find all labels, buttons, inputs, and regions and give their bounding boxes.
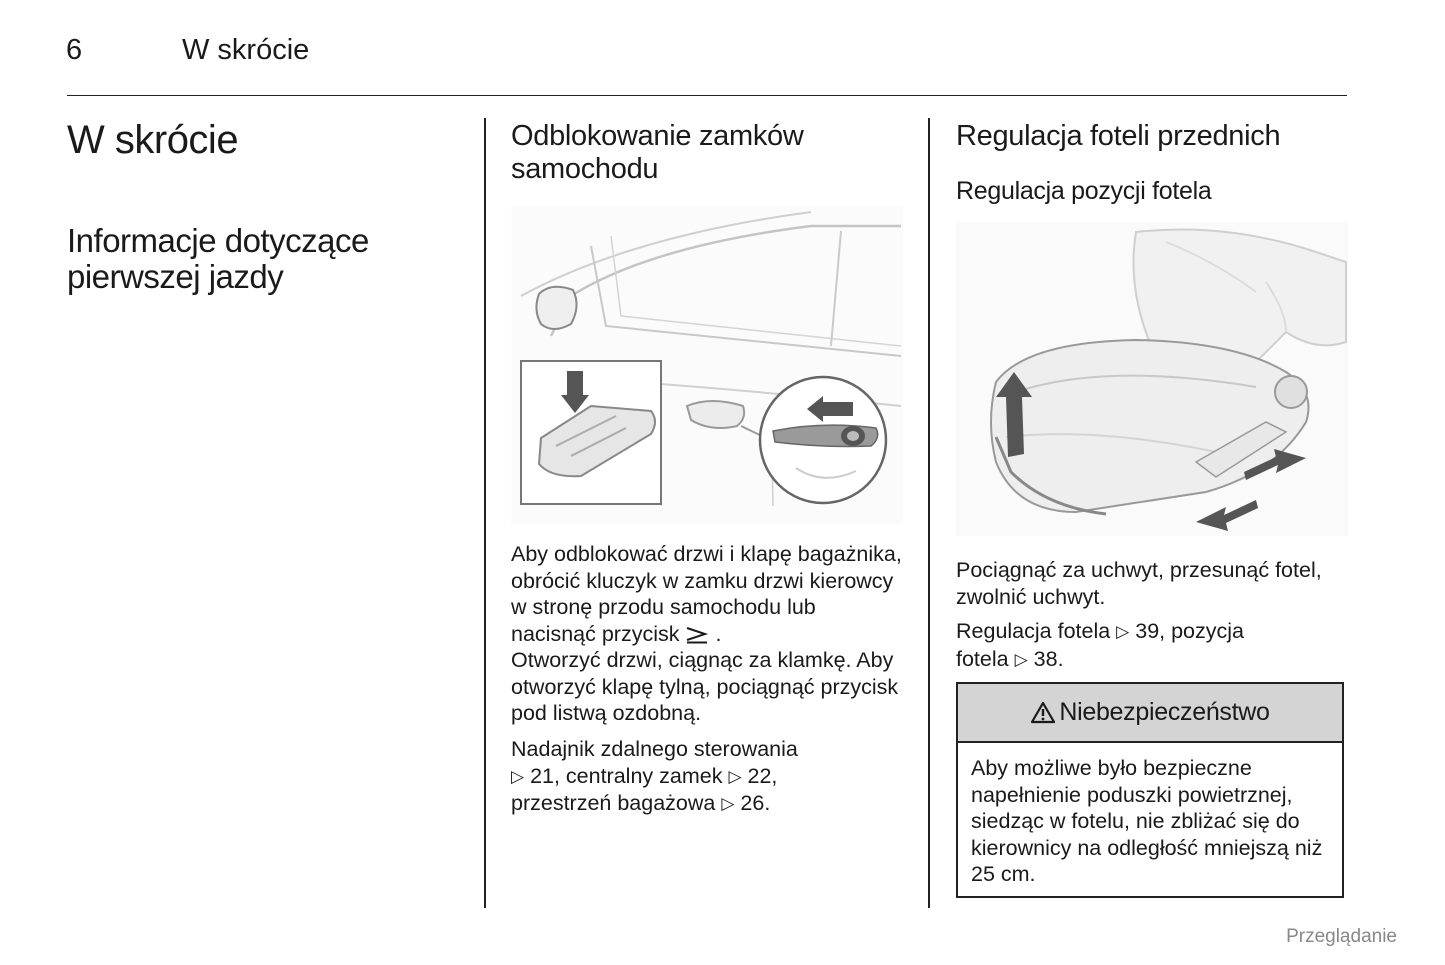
danger-header <box>958 684 1342 743</box>
ref-central-lock-link[interactable]: 22, <box>747 763 778 788</box>
unlock-paragraph: Aby odblokować drzwi i klapę bagażnika, obrócić kluczyk w zamku drzwi kierowcy w stronę przodu samochodu lub nacisnąć przycisk . Otworzyć drzwi, ciągnąc za klamkę. Aby otworzyć klapę tylną, pociągnąć przycisk pod listwą ozdobną. <box>511 542 902 725</box>
unlock-references <box>511 736 906 818</box>
ref-luggage-link[interactable]: 26. <box>740 791 771 815</box>
header-rule <box>67 95 1347 96</box>
ref-seat-position-link[interactable]: 38. <box>1033 646 1064 671</box>
seat-references <box>956 618 1346 673</box>
ref-remote-label: Nadajnik zdalnego sterowania <box>511 737 798 761</box>
running-title: W skrócie <box>182 34 310 66</box>
ref-arrow-icon: ▷ <box>1014 649 1028 669</box>
page-number: 6 <box>66 34 83 66</box>
unlock-button-icon <box>685 622 715 646</box>
open-instructions: Otworzyć drzwi, ciągnąc za klamkę. Aby otworzyć klapę tylną, pociągnąć przycisk pod listwą ozdobną. <box>511 648 899 725</box>
ref-arrow-icon: ▷ <box>511 766 525 786</box>
seat-heading: Regulacja foteli przednich <box>956 120 1281 152</box>
danger-title: Niebezpieczeństwo <box>1059 698 1270 726</box>
ref-remote-link[interactable]: 21, centralny zamek <box>530 763 723 788</box>
column-divider-2 <box>928 118 930 908</box>
section-subtitle: Informacje dotyczące pierwszej jazdy <box>67 222 369 296</box>
column-divider-1 <box>484 118 486 908</box>
danger-box <box>956 682 1344 898</box>
ref-seat-adjust-link[interactable]: 39, pozycja <box>1135 619 1244 643</box>
ref-seat-position-label: fotela <box>956 646 1009 671</box>
seat-subheading: Regulacja pozycji fotela <box>956 177 1212 205</box>
ref-arrow-icon: ▷ <box>721 794 735 813</box>
ref-arrow-icon: ▷ <box>728 766 742 786</box>
unlock-instructions: Aby odblokować drzwi i klapę bagażnika, obrócić kluczyk w zamku drzwi kierowcy w stronę przodu samochodu lub nacisnąć przycisk <box>511 542 902 646</box>
ref-arrow-icon: ▷ <box>1116 622 1130 641</box>
seat-instructions: Pociągnąć za uchwyt, przesunąć fotel, zwolnić uchwyt. <box>956 558 1322 609</box>
warning-triangle-icon <box>1030 701 1056 724</box>
unlock-heading: Odblokowanie zamków samochodu <box>511 120 804 186</box>
ref-seat-label: Regulacja fotela <box>956 619 1111 643</box>
danger-text: Aby możliwe było bezpieczne napełnienie poduszki powietrznej, siedząc w fotelu, nie zbliżać się do kierownicy na odległość mniejszą niż 25 cm. <box>971 756 1323 886</box>
seat-illustration <box>956 222 1348 536</box>
ref-luggage-label: przestrzeń bagażowa <box>511 791 716 815</box>
footer-label[interactable]: Przeglądanie <box>1286 926 1397 947</box>
section-title: W skrócie <box>67 118 239 162</box>
unlock-illustration <box>511 206 903 524</box>
